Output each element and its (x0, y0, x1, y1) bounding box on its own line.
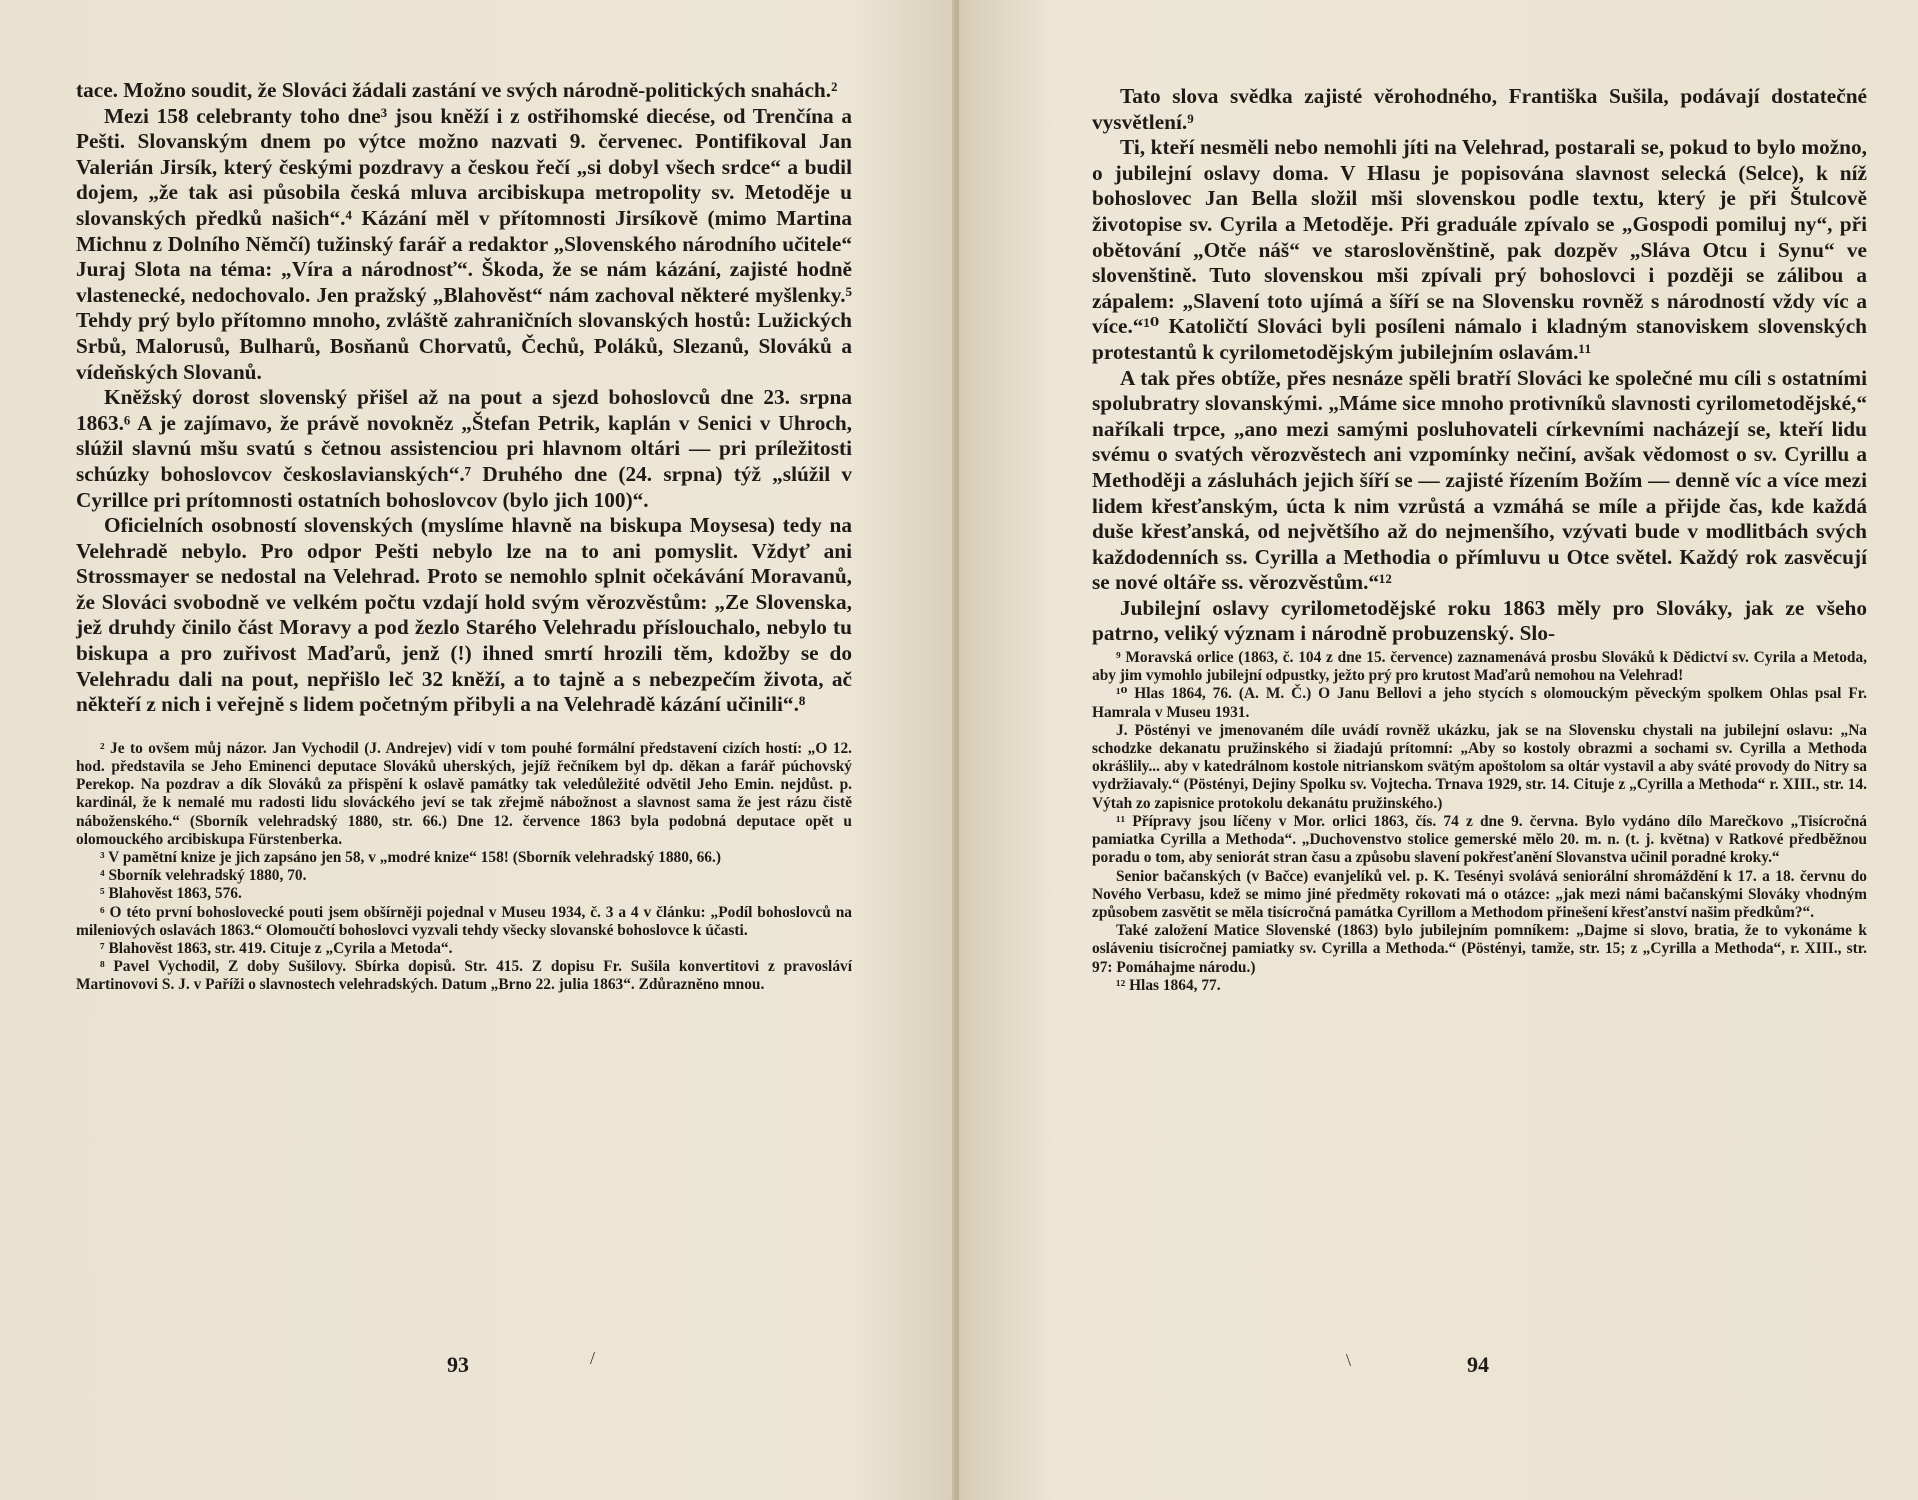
footnote: ⁴ Sborník velehradský 1880, 70. (100, 867, 307, 885)
paragraph: A tak přes obtíže, přes nesnáze spěli bratří Slováci ke společné mu cíli s ostatními spolubratry slovanskými. „Máme sice mnoho protivníků slavnosti cyrilometodějské,“ naříkali trpce, „ano mezi samými posluhovateli církevními nacházejí se, kteří lidu svému o svatých věrozvěstech ani vzpomínky nečiní, avšak vědomost o sv. Cyrillu a Methoději a zásluhách jejich šíří se — zajisté řízením Božím — denně víc a více mezi lidem křesťanským, úcta k nim vzrůstá a vzmáhá se míle a přijde čas, kde každá duše křesťanská, od největšího až do nejmenšího, vzývati bude v modlitbách svých každodenních ss. Cyrilla a Methodia o přímluvu u Otce světel. Každý rok zasvěcují se nové oltáře ss. věrozvěstům.“¹² (1092, 365, 1867, 595)
page-number: 94 (1467, 1352, 1489, 1377)
footnote: ⁷ Blahověst 1863, str. 419. Cituje z „Cyrila a Metoda“. (100, 940, 453, 958)
right-body-text (1092, 84, 1867, 647)
footnote: ¹² Hlas 1864, 77. (1116, 976, 1221, 994)
footnote: ¹⁰ Hlas 1864, 76. (A. M. Č.) O Janu Bellovi a jeho stycích s olomouckým pěveckým spolkem Ohlas psal Fr. Hamrala v Museu 1931. (1092, 685, 1867, 721)
footnote: ⁶ O této první bohoslovecké pouti jsem obšírněji pojednal v Museu 1934, č. 3 a 4 v článku: „Podíl bohoslovců na mileniových oslavách 1863.“ Olomoučtí bohoslovci vyzvali tehdy všecky slovanské bohoslovce k účasti. (76, 903, 852, 939)
paragraph: Jubilejní oslavy cyrilometodějské roku 1863 měly pro Slováky, jak ze všeho patrno, veliký význam i národně probuzenský. Slo- (1092, 595, 1867, 646)
paragraph: Oficielních osobností slovenských (myslíme hlavně na biskupa Moysesa) tedy na Velehradě nebylo. Pro odpor Pešti nebylo lze na to ani pomyslit. Vždyť ani Strossmayer se nedostal na Velehrad. Proto se nemohlo splnit očekávání Moravanů, že Slováci svobodně ve velkém počtu vzdají hold svým věrozvěstům: „Ze Slovenska, jež druhdy činilo část Moravy a pod žezlo Starého Velehradu příslouchalo, nebylo tu biskupa a pro zuřivost Maďarů, jenž (!) ihned smrtí hrozili těm, kdožby se do Velehradu dali na pout, nepřišlo leč 32 kněží, a to tajně a s nebezpečím života, ač někteří z nich i veřejně s lidem početným přibyli a na Velehradě kázání učinili“.⁸ (76, 513, 852, 717)
right-page (959, 0, 1918, 1500)
footnote: Také založení Matice Slovenské (1863) bylo jubilejním pomníkem: „Dajme si slovo, bratia, že to vykonáme k osláveniu tisícročnej pamiatky sv. Cyrilla a Methoda.“ (Pöstényi, tamže, str. 15; z „Cyrilla a Methoda“, r. XIII., str. 97: Pomáhajme národu.) (1092, 922, 1867, 976)
footnote: ⁵ Blahověst 1863, 576. (100, 885, 242, 903)
right-footnotes (1092, 649, 1867, 995)
footnote: ¹¹ Přípravy jsou líčeny v Mor. orlici 1863, čís. 74 z dne 9. června. Bylo vydáno dílo Marečkovo „Tisícročná pamiatka Cyrilla a Methoda“. „Duchovenstvo stolice gemerské mělo 20. m. n. (t. j. května) v Ratkové předběžnou poradu o tom, aby seniorát stran času a způsobu slavení pokřesťanění Slovanstva učinil poradné kroky.“ (1092, 812, 1867, 867)
margin-mark: / (590, 1348, 596, 1368)
footnote: ⁸ Pavel Vychodil, Z doby Sušilovy. Sbírka dopisů. Str. 415. Z dopisu Fr. Sušila konvertitovi z pravosláví Martinovovi S. J. v Paříži o slavnostech velehradských. Datum „Brno 22. julia 1863“. Zdůrazněno mnou. (76, 958, 852, 994)
footnote: J. Pöstényi ve jmenovaném díle uvádí rovněž ukázku, jak se na Slovensku chystali na jubilejní oslavu: „Na schodzke dekanatu pružinského si žiadajú prítomní: „Aby so kostoly obrazmi a sochami sv. Cyrilla a Methoda okrášlily... aby v katedrálnom kostole nitrianskom svätým apoštolom sa oltár vystavil a aby sváté provody do Nitry sa vydržiavaly.“ (Pöstényi, Dejiny Spolku sv. Vojtecha. Trnava 1929, str. 14. Cituje z „Cyrilla a Methoda“ r. XIII., str. 14. Výtah zo zapisnice protokolu dekanátu pružinského.) (1092, 721, 1867, 812)
paragraph: tace. Možno soudit, že Slováci žádali zastání ve svých národně-politických snahách.² (76, 78, 838, 102)
paragraph: Tato slova svědka zajisté věrohodného, Františka Sušila, podávají dostatečné vysvětlení.⁹ (1092, 84, 1867, 134)
left-body-text (76, 78, 852, 718)
footnote: ³ V pamětní knize je jich zapsáno jen 58, v „modré knize“ 158! (Sborník velehradský 1880, 66.) (100, 849, 721, 867)
paragraph: Ti, kteří nesměli nebo nemohli jíti na Velehrad, postarali se, pokud to bylo možno, o jubilejní oslavy doma. V Hlasu je popisována slavnost selecká (Selce), k níž bohoslovec Jan Bella složil mši slovenskou podle textu, který je při Štulcově životopise sv. Cyrila a Metoděje. Při graduále zpívalo se „Gospodi pomiluj ny“, při obětování „Otče náš“ ve staroslověnštině, pak dozpěv „Sláva Otcu i Synu“ ve slovenštině. Tuto slovenskou mši zpívali prý bohoslovci i později se zálibou a zápalem: „Slavení toto ujímá a šíří se na Slovensku rovněž s národností vždy víc a více.“¹⁰ Katoličtí Slováci byli posíleni námalo i kladným stanoviskem slovenských protestantů k cyrilometodějským jubilejním oslavám.¹¹ (1092, 135, 1867, 364)
footnote: ⁹ Moravská orlice (1863, č. 104 z dne 15. července) zaznamenává prosbu Slováků k Dědictví sv. Cyrila a Metoda, aby jim vymohlo jubilejní odpustky, ježto prý pro krutost Maďarů nemohou na Velehrad! (1092, 649, 1867, 685)
left-text-column (76, 78, 852, 995)
paragraph: Mezi 158 celebranty toho dne³ jsou kněží i z ostřihomské diecése, od Trenčína a Pešti. Slovanským dnem po výtce možno nazvati 9. červenec. Pontifikoval Jan Valerián Jirsík, který českými pozdravy a českou řečí „si dobyl všech srdce“ a budil dojem, „že tak asi působila česká mluva arcibiskupa metropolity sv. Metoděje u slovanských předků našich“.⁴ Kázání měl v přítomnosti Jirsíkově (mimo Martina Michnu z Dolního Němčí) tužinský farář a redaktor „Slovenského národního učitele“ Juraj Slota na téma: „Víra a národnosť“. Škoda, že se nám kázání, zajisté hodně vlastenecké, nedochovalo. Jen pražský „Blahověst“ nám zachoval některé myšlenky.⁵ Tehdy prý bylo přítomno mnoho, zvláště zahraničních slovanských hostů: Lužických Srbů, Malorusů, Bulharů, Bosňanů Chorvatů, Čechů, Poláků, Slezanů, Slováků a vídeňských Slovanů. (76, 103, 852, 384)
right-text-column (1092, 84, 1867, 995)
footnote: ² Je to ovšem můj názor. Jan Vychodil (J. Andrejev) vidí v tom pouhé formální představení cizích hostí: „O 12. hod. představila se Jeho Eminenci deputace Slováků uherských, jejíž řečníkem byl dp. děkan a farář púchovský Perekop. Na pozdrav a dík Slováků za přispění k oslavě památky tak veledůležité odvětil Jeho Emin. nejdůst. p. kardinál, že k nemalé mu radosti lidu slováckého jeví se tak zřejmě nábožnost a slavnost sama že jest rázu čistě náboženského.“ (Sborník velehradský 1880, str. 66.) Dne 12. července 1863 byla podobná deputace opět u olomouckého arcibiskupa Fürstenberka. (76, 739, 852, 848)
left-footnotes (76, 740, 852, 995)
paragraph: Kněžský dorost slovenský přišel až na pout a sjezd bohoslovců dne 23. srpna 1863.⁶ A je zajímavo, že právě novokněz „Štefan Petrik, kaplán v Senici v Uhroch, slúžil slavnú mšu svatú s četnou assistenciou pri hlavnom oltári — pri príležitosti schúzky bohoslovcov českoslavianských“.⁷ Druhého dne (24. srpna) týž „slúžil v Cyrillce pri prítomnosti ostatních bohoslovcov (bylo jich 100)“. (76, 385, 852, 512)
margin-mark: \ (1346, 1350, 1352, 1370)
footnote: Senior bačanských (v Bačce) evanjelíků vel. p. K. Tesényi svolává seniorální shromáždění k 17. a 18. červnu do Nového Verbasu, kdež se mimo jiné předměty rokovati má o otázce: „jak mezi námi bačanskými Slováky vhodným způsobem zasvětit se měla tisícročná památka Cyrillom a Methodom přinešení křesťanství našim předkům?“. (1092, 867, 1867, 921)
page-number: 93 (447, 1352, 469, 1377)
